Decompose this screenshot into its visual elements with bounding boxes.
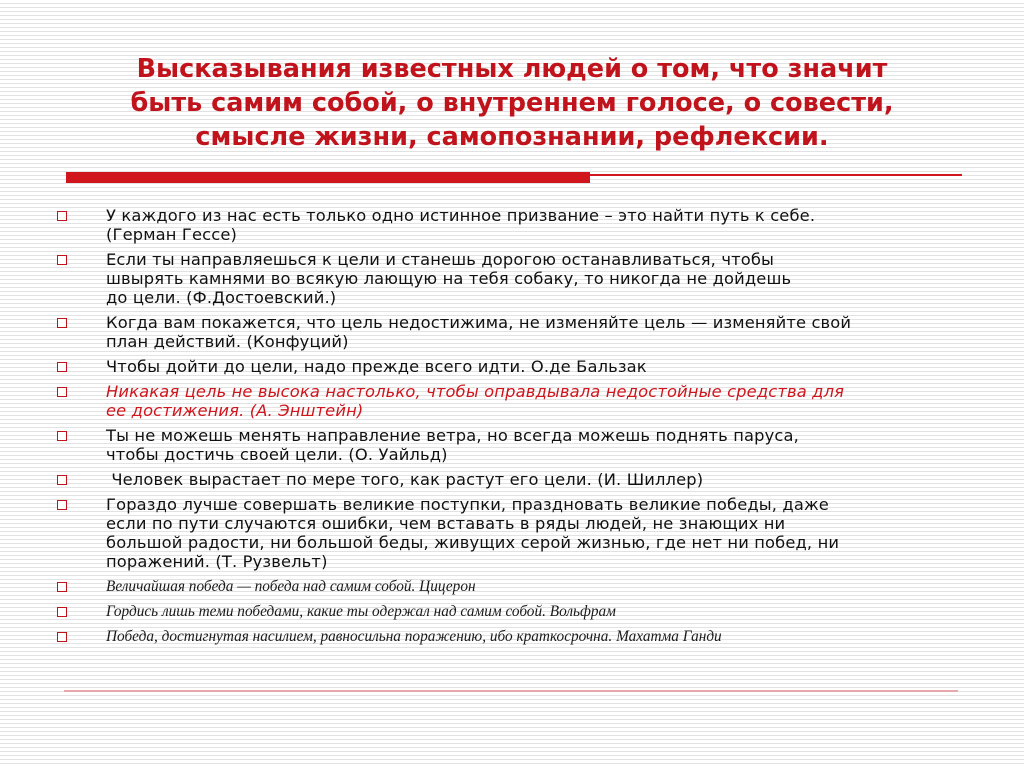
quote-line: большой радости, ни большой беды, живущих серой жизнью, где нет ни побед, ни [106, 533, 840, 552]
quote-line: ее достижения. (А. Энштейн) [106, 401, 364, 420]
quote-text [106, 627, 990, 646]
quote-line: поражений. (Т. Рузвельт) [106, 552, 328, 571]
quote-item-cicero [54, 577, 990, 596]
bottom-divider [64, 690, 958, 692]
square-bullet-icon [57, 318, 67, 328]
quote-item-wolfram [54, 602, 990, 621]
quote-line: швырять камнями во всякую лающую на тебя собаку, то никогда не дойдешь [106, 269, 792, 288]
quote-line: У каждого из нас есть только одно истинное призвание – это найти путь к себе. [106, 206, 816, 225]
quote-line: (Герман Гессе) [106, 225, 238, 244]
quote-line: Гораздо лучше совершать великие поступки, праздновать великие победы, даже [106, 495, 829, 514]
quote-item-roosevelt [54, 495, 990, 571]
quote-item-balzac [54, 357, 990, 376]
quote-line: план действий. (Конфуций) [106, 332, 349, 351]
quote-line: Если ты направляешься к цели и станешь дорогою останавливаться, чтобы [106, 250, 775, 269]
square-bullet-icon [57, 431, 67, 441]
quote-line: Победа, достигнутая насилием, равносильна поражению, ибо краткосрочна. Махатма Ганди [106, 628, 722, 645]
quote-item-gesse [54, 206, 990, 244]
quote-line: до цели. (Ф.Достоевский.) [106, 288, 337, 307]
quote-item-dostoevsky [54, 250, 990, 307]
quote-line: если по пути случаются ошибки, чем вставать в ряды людей, не знающих ни [106, 514, 786, 533]
quote-text [106, 495, 990, 571]
square-bullet-icon [57, 362, 67, 372]
quote-line: Ты не можешь менять направление ветра, но всегда можешь поднять паруса, [106, 426, 799, 445]
title-accent-bar [66, 172, 590, 183]
slide-title [40, 52, 984, 154]
quote-line: Чтобы дойти до цели, надо прежде всего идти. О.де Бальзак [106, 357, 647, 376]
quote-text [106, 577, 990, 596]
square-bullet-icon [57, 607, 67, 617]
quote-text [106, 250, 990, 307]
title-line: быть самим собой, о внутреннем голосе, о совести, [130, 88, 894, 118]
square-bullet-icon [57, 475, 67, 485]
quote-text [106, 602, 990, 621]
quote-text [106, 470, 990, 489]
quote-line: Когда вам покажется, что цель недостижима, не изменяйте цель — изменяйте свой [106, 313, 852, 332]
title-line: Высказывания известных людей о том, что значит [136, 54, 888, 84]
quote-text [106, 426, 990, 464]
quote-line: чтобы достичь своей цели. (О. Уайльд) [106, 445, 448, 464]
square-bullet-icon [57, 632, 67, 642]
quote-item-wilde [54, 426, 990, 464]
quote-line: Величайшая победа — победа над самим собой. Цицерон [106, 578, 476, 595]
quote-text [106, 206, 990, 244]
square-bullet-icon [57, 255, 67, 265]
square-bullet-icon [57, 500, 67, 510]
quote-text [106, 357, 990, 376]
quote-item-einstein [54, 382, 990, 420]
quote-line: Гордись лишь теми победами, какие ты одержал над самим собой. Вольфрам [106, 603, 616, 620]
square-bullet-icon [57, 211, 67, 221]
quote-line: Человек вырастает по мере того, как растут его цели. (И. Шиллер) [106, 470, 704, 489]
quote-text [106, 382, 990, 420]
square-bullet-icon [57, 582, 67, 592]
quote-item-gandhi [54, 627, 990, 646]
quote-text [106, 313, 990, 351]
quote-list [54, 206, 990, 646]
quote-item-confucius [54, 313, 990, 351]
square-bullet-icon [57, 387, 67, 397]
quote-item-schiller [54, 470, 990, 489]
quote-line: Никакая цель не высока настолько, чтобы оправдывала недостойные средства для [106, 382, 845, 401]
title-accent-line [590, 174, 962, 176]
title-line: смысле жизни, самопознании, рефлексии. [195, 122, 829, 152]
